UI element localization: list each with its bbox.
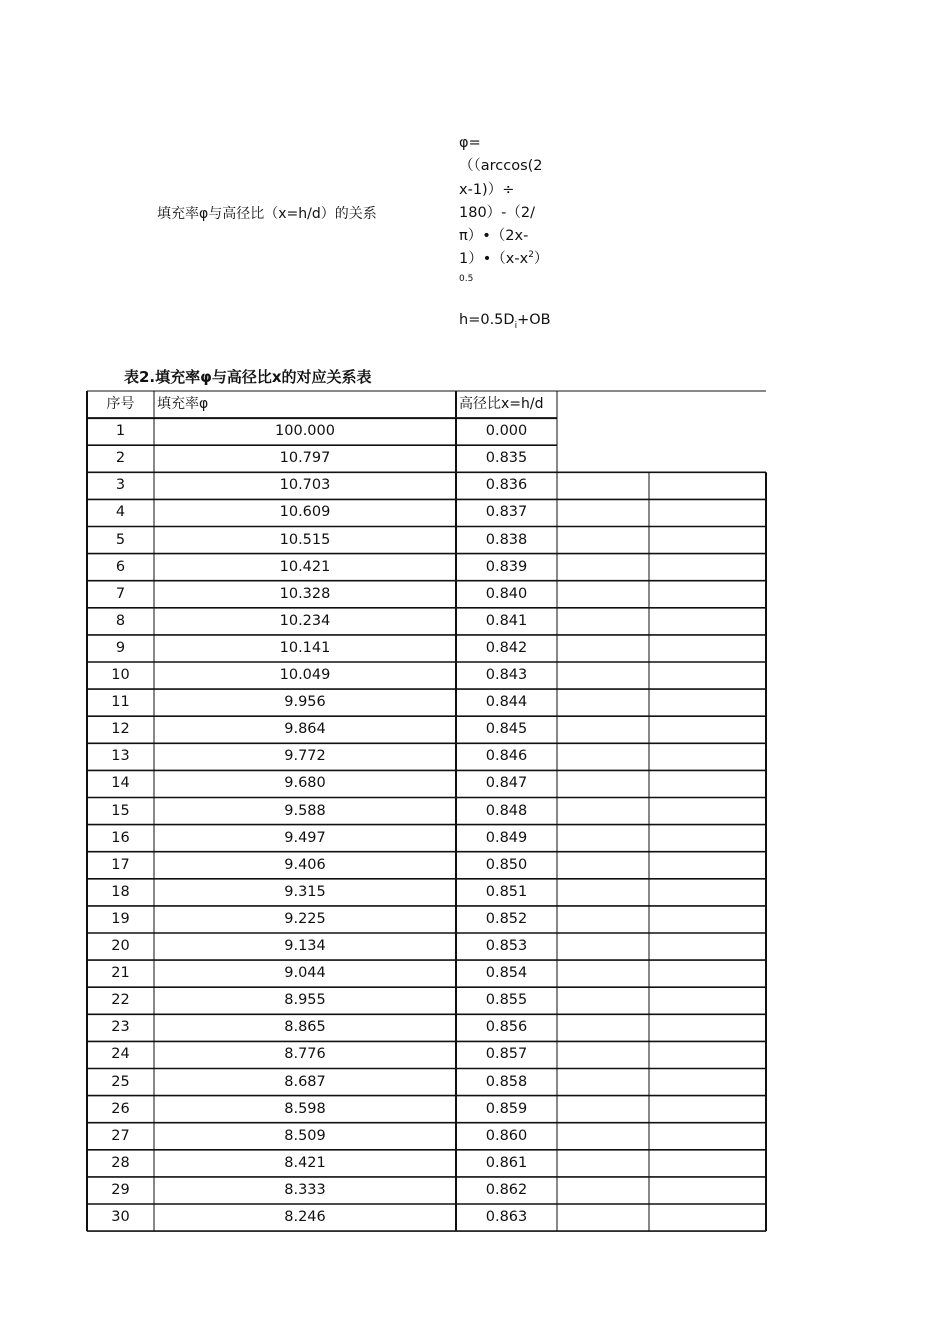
table-row <box>87 960 767 987</box>
table-row <box>87 770 767 797</box>
table-row <box>87 635 767 662</box>
row-index: 23 <box>111 1019 130 1036</box>
row-fill-rate: 8.598 <box>284 1100 326 1117</box>
table-row <box>87 554 767 581</box>
table-row <box>87 499 767 526</box>
height-formula-subscript: i <box>514 320 518 331</box>
row-ratio: 0.839 <box>485 558 528 575</box>
row-fill-rate: 8.421 <box>284 1154 326 1171</box>
row-ratio: 0.856 <box>485 1019 528 1036</box>
row-index: 28 <box>111 1154 130 1171</box>
table-row <box>87 1069 767 1096</box>
row-index: 2 <box>115 450 126 467</box>
height-formula-prefix: h=0.5D <box>459 312 515 328</box>
row-index: 27 <box>111 1127 130 1144</box>
row-fill-rate: 8.776 <box>284 1046 326 1063</box>
row-fill-rate: 8.333 <box>284 1181 326 1198</box>
table-row <box>87 662 767 689</box>
row-ratio: 0.859 <box>485 1100 528 1117</box>
row-fill-rate: 9.225 <box>284 910 326 927</box>
row-ratio: 0.858 <box>485 1073 528 1090</box>
formula-line <box>459 248 569 271</box>
row-ratio: 0.836 <box>485 477 528 494</box>
row-fill-rate: 9.680 <box>284 775 326 792</box>
table-row <box>87 716 767 743</box>
table-row <box>87 825 767 852</box>
row-index: 17 <box>111 856 130 873</box>
row-index: 4 <box>115 504 126 521</box>
row-ratio: 0.850 <box>485 856 528 873</box>
row-index: 22 <box>111 992 130 1009</box>
table-row <box>87 527 767 554</box>
table-row <box>87 1123 767 1150</box>
row-index: 21 <box>111 965 130 982</box>
height-formula <box>459 312 551 331</box>
row-ratio: 0.853 <box>485 938 528 954</box>
table-row <box>87 418 767 445</box>
row-index: 12 <box>111 721 130 738</box>
header-fill-rate: 填充率φ <box>157 396 209 412</box>
row-ratio: 0.843 <box>485 667 528 683</box>
row-fill-rate: 9.497 <box>284 829 326 846</box>
table-row <box>87 987 767 1014</box>
row-index: 19 <box>111 910 130 927</box>
header-index: 序号 <box>106 396 135 412</box>
formula-line: x-1)）÷ <box>459 181 515 198</box>
formula-superscript: 2 <box>528 250 534 261</box>
table-row <box>87 608 767 635</box>
row-index: 11 <box>111 694 130 711</box>
row-ratio: 0.852 <box>485 910 528 927</box>
row-index: 26 <box>111 1100 130 1117</box>
row-index: 30 <box>111 1209 130 1225</box>
formula-line: （（arccos(2 <box>459 158 543 175</box>
row-index: 13 <box>111 748 130 765</box>
row-index: 8 <box>115 612 126 629</box>
table-row <box>87 689 767 716</box>
row-fill-rate: 9.772 <box>284 748 326 765</box>
row-index: 5 <box>115 531 126 548</box>
data-table <box>87 391 767 1230</box>
row-fill-rate: 9.588 <box>284 802 326 819</box>
row-index: 1 <box>115 423 126 440</box>
row-ratio: 0.847 <box>485 775 528 792</box>
row-fill-rate: 9.406 <box>284 856 326 873</box>
row-fill-rate: 9.134 <box>284 938 326 954</box>
row-ratio: 0.862 <box>485 1181 528 1198</box>
formula-exponent: 0.5 <box>459 273 474 284</box>
row-fill-rate: 9.956 <box>284 694 326 711</box>
row-ratio: 0.863 <box>485 1209 528 1225</box>
row-index: 3 <box>115 477 126 494</box>
row-ratio: 0.849 <box>485 829 528 846</box>
row-ratio: 0.838 <box>485 531 528 548</box>
formula-text: ） <box>533 251 549 268</box>
row-fill-rate: 8.509 <box>284 1127 326 1144</box>
row-ratio: 0.846 <box>485 748 528 765</box>
row-ratio: 0.840 <box>485 585 528 602</box>
row-ratio: 0.854 <box>485 965 528 982</box>
table-row <box>87 743 767 770</box>
row-ratio: 0.861 <box>485 1154 528 1171</box>
row-fill-rate: 9.315 <box>284 883 326 900</box>
table-row <box>87 445 767 472</box>
row-fill-rate: 8.687 <box>284 1073 326 1090</box>
row-ratio: 0.841 <box>485 612 528 629</box>
row-ratio: 0.842 <box>485 639 528 656</box>
header-ratio: 高径比x=h/d <box>459 396 544 412</box>
row-ratio: 0.837 <box>485 504 528 521</box>
table-row <box>87 798 767 825</box>
row-fill-rate: 8.865 <box>284 1019 326 1036</box>
fill-rate-formula <box>459 132 569 285</box>
row-fill-rate: 10.797 <box>279 450 331 467</box>
row-fill-rate: 9.864 <box>284 721 326 738</box>
row-index: 24 <box>111 1046 130 1063</box>
table-title: 表2.填充率φ与高径比x的对应关系表 <box>124 368 372 386</box>
table-row <box>87 1096 767 1123</box>
row-index: 29 <box>111 1181 130 1198</box>
row-index: 9 <box>115 639 126 656</box>
table-row <box>87 1204 767 1231</box>
row-ratio: 0.860 <box>485 1127 528 1144</box>
row-ratio: 0.851 <box>485 883 528 900</box>
row-ratio: 0.848 <box>485 802 528 819</box>
row-ratio: 0.857 <box>485 1046 528 1063</box>
formula-line: φ= <box>459 135 481 151</box>
row-ratio: 0.000 <box>485 423 528 440</box>
row-ratio: 0.855 <box>485 992 528 1009</box>
table-row <box>87 852 767 879</box>
row-index: 16 <box>111 829 130 846</box>
row-fill-rate: 10.234 <box>279 612 331 629</box>
formula-line: π）•（2x- <box>459 228 529 245</box>
row-index: 14 <box>111 775 130 792</box>
row-fill-rate: 10.421 <box>279 558 331 575</box>
row-ratio: 0.844 <box>485 694 528 711</box>
row-ratio: 0.845 <box>485 721 528 738</box>
height-formula-suffix: +OB <box>517 312 551 328</box>
row-fill-rate: 8.246 <box>284 1209 326 1225</box>
row-fill-rate: 10.609 <box>279 504 331 521</box>
row-fill-rate: 8.955 <box>284 992 326 1009</box>
row-index: 18 <box>111 883 130 900</box>
row-index: 25 <box>111 1073 130 1090</box>
table-row <box>87 879 767 906</box>
table-row <box>87 1177 767 1204</box>
row-index: 10 <box>111 667 130 683</box>
row-fill-rate: 10.515 <box>279 531 331 548</box>
relation-label: 填充率φ与高径比（x=h/d）的关系 <box>157 206 377 222</box>
row-fill-rate: 10.049 <box>279 667 331 683</box>
table-row <box>87 581 767 608</box>
table-row <box>87 1041 767 1068</box>
row-ratio: 0.835 <box>485 450 528 467</box>
table-row <box>87 1014 767 1041</box>
row-fill-rate: 10.328 <box>279 585 331 602</box>
row-index: 7 <box>115 585 126 602</box>
table-row <box>87 472 767 499</box>
row-fill-rate: 10.141 <box>279 639 331 656</box>
row-index: 6 <box>115 558 126 575</box>
row-fill-rate: 100.000 <box>275 423 335 440</box>
formula-text: 1）•（x-x <box>459 251 529 268</box>
formula-line: 180）-（2/ <box>459 204 536 221</box>
row-index: 20 <box>111 938 130 954</box>
table-row <box>87 1150 767 1177</box>
row-fill-rate: 9.044 <box>284 965 326 982</box>
row-index: 15 <box>111 802 130 819</box>
row-fill-rate: 10.703 <box>279 477 331 494</box>
table-header-row <box>87 391 767 418</box>
table-row <box>87 933 767 960</box>
table-row <box>87 906 767 933</box>
